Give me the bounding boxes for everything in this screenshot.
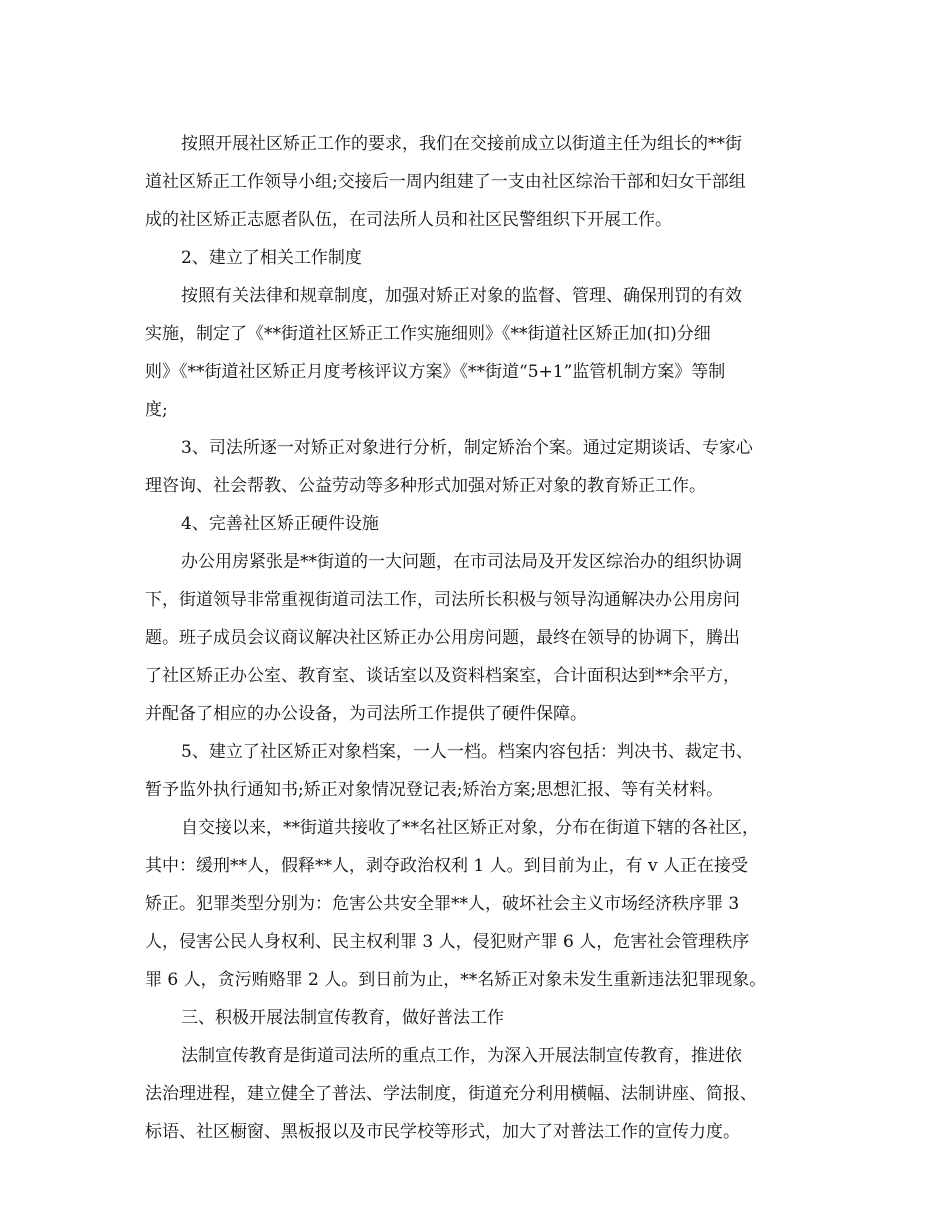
text-line: 按照有关法律和规章制度，加强对矫正对象的监督、管理、确保刑罚的有效 — [181, 286, 742, 306]
text-line: 标语、社区橱窗、黑板报以及市民学校等形式，加大了对普法工作的宣传力度。 — [145, 1122, 740, 1142]
text-line: 法治理进程，建立健全了普法、学法制度，街道充分利用横幅、法制讲座、简报、 — [145, 1084, 757, 1104]
text-line: 道社区矫正工作领导小组;交接后一周内组建了一支由社区综治干部和妇女干部组 — [145, 172, 746, 192]
text-line: 理咨询、社会帮教、公益劳动等多种形式加强对矫正对象的教育矫正工作。 — [145, 476, 706, 496]
text-line: 度; — [145, 400, 168, 420]
text-line: 罪 6 人，贪污贿赂罪 2 人。到日前为止，**名矫正对象未发生重新违法犯罪现象。 — [145, 970, 767, 990]
text-line: 成的社区矫正志愿者队伍，在司法所人员和社区民警组织下开展工作。 — [145, 210, 672, 230]
text-line: 人，侵害公民人身权利、民主权利罪 3 人，侵犯财产罪 6 人，危害社会管理秩序 — [145, 932, 750, 952]
section-heading: 三、积极开展法制宣传教育，做好普法工作 — [181, 1008, 504, 1028]
text-line: 3、司法所逐一对矫正对象进行分析，制定矫治个案。通过定期谈话、专家心 — [181, 438, 753, 458]
text-line: 了社区矫正办公室、教育室、谈话室以及资料档案室，合计面积达到**余平方， — [145, 666, 740, 686]
text-line: 办公用房紧张是**街道的一大问题，在市司法局及开发区综治办的组织协调 — [181, 552, 742, 572]
text-line: 下，街道领导非常重视街道司法工作，司法所长积极与领导沟通解决办公用房问 — [145, 590, 740, 610]
text-line: 5、建立了社区矫正对象档案，一人一档。档案内容包括：判决书、裁定书、 — [181, 742, 753, 762]
text-line: 并配备了相应的办公设备，为司法所工作提供了硬件保障。 — [145, 704, 587, 724]
text-line: 暂予监外执行通知书;矫正对象情况登记表;矫治方案;思想汇报、等有关材料。 — [145, 780, 724, 800]
text-line: 题。班子成员会议商议解决社区矫正办公用房问题，最终在领导的协调下，腾出 — [145, 628, 740, 648]
text-line: 矫正。犯罪类型分别为：危害公共安全罪**人，破坏社会主义市场经济秩序罪 3 — [145, 894, 740, 914]
text-line: 实施，制定了《**街道社区矫正工作实施细则》《**街道社区矫正加(扣)分细 — [145, 324, 711, 344]
text-line: 自交接以来，**街道共接收了**名社区矫正对象，分布在街道下辖的各社区， — [181, 818, 759, 838]
text-line: 其中：缓刑**人，假释**人，剥夺政治权利 1 人。到目前为止，有 v 人正在接受 — [145, 856, 749, 876]
text-line: 则》《**街道社区矫正月度考核评议方案》《**街道“5+1”监管机制方案》等制 — [145, 362, 726, 382]
section-heading: 2、建立了相关工作制度 — [181, 248, 362, 268]
section-heading: 4、完善社区矫正硬件设施 — [181, 514, 379, 534]
text-line: 法制宣传教育是街道司法所的重点工作，为深入开展法制宣传教育，推进依 — [181, 1046, 742, 1066]
text-line: 按照开展社区矫正工作的要求，我们在交接前成立以街道主任为组长的**街 — [181, 134, 742, 154]
